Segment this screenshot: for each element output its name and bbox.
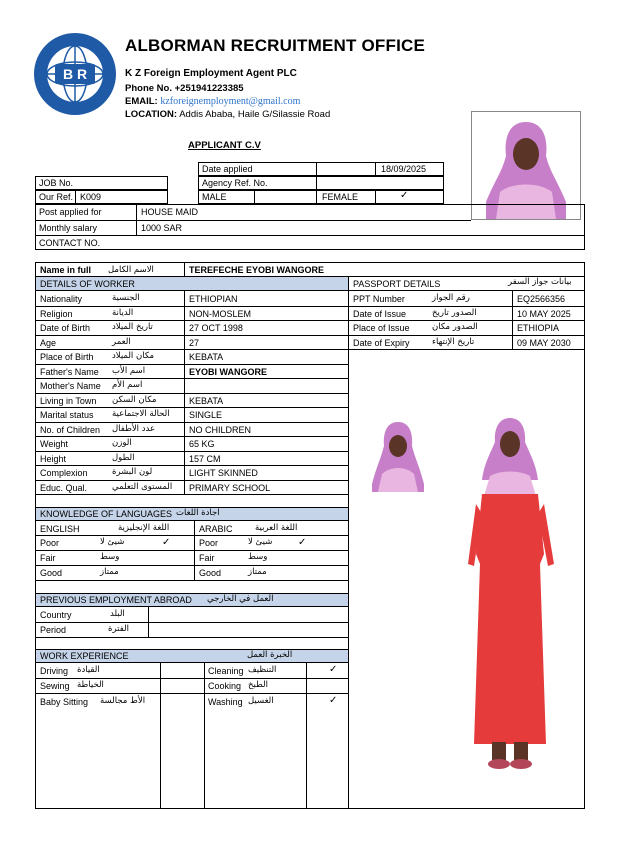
worker-field-value: 65 KG bbox=[189, 439, 215, 449]
worker-field-label-ar: اسم الأب bbox=[112, 365, 146, 376]
worker-row-divider bbox=[35, 364, 349, 365]
arabic-level-label-ar: وسط bbox=[248, 552, 268, 562]
worker-row-divider bbox=[35, 393, 349, 394]
worker-field-value: NON-MOSLEM bbox=[189, 308, 252, 319]
arabic-label-ar: اللغة العربية bbox=[255, 523, 298, 533]
our-ref-label: Our Ref. bbox=[39, 192, 74, 202]
post-value: HOUSE MAID bbox=[141, 207, 199, 217]
worker-field-label-ar: المستوى التعلمي bbox=[112, 481, 173, 492]
worker-field-label-ar: الديانة bbox=[112, 307, 134, 318]
salary-label: Monthly salary bbox=[39, 223, 98, 233]
worker-field-value: 27 OCT 1998 bbox=[189, 323, 243, 333]
worker-row-divider bbox=[35, 320, 349, 321]
worker-field-label-ar: مكان السكن bbox=[112, 394, 157, 405]
worker-row-divider bbox=[35, 335, 349, 336]
worker-row-divider bbox=[35, 378, 349, 379]
washing-label-ar: الغسيل bbox=[248, 696, 274, 706]
name-value: TEREFECHE EYOBI WANGORE bbox=[189, 265, 325, 275]
previous-header-ar: العمل في الخارجي bbox=[207, 594, 274, 604]
worker-row-divider bbox=[35, 436, 349, 437]
worker-field-value: LIGHT SKINNED bbox=[189, 468, 258, 478]
worker-field-label-ar: اسم الأم bbox=[112, 380, 143, 390]
passport-field-label-ar: الصدور مكان bbox=[432, 322, 478, 332]
name-label: Name in full bbox=[40, 265, 92, 275]
worker-field-label: Date of Birth bbox=[40, 323, 91, 333]
worker-field-label-ar: لون البشرة bbox=[112, 467, 153, 477]
worker-field-label: Living in Town bbox=[40, 395, 97, 406]
arabic-level-label: Good bbox=[199, 568, 222, 578]
cleaning-label: Cleaning bbox=[208, 666, 244, 676]
passport-field-value: ETHIOPIA bbox=[517, 323, 560, 333]
passport-field-label: Date of Expiry bbox=[353, 337, 410, 348]
worker-field-value: PRIMARY SCHOOL bbox=[189, 482, 271, 493]
date-applied-value: 18/09/2025 bbox=[381, 164, 427, 174]
languages-header-ar: اجادة اللغات bbox=[176, 508, 220, 518]
worker-row-divider bbox=[35, 451, 349, 452]
worker-row-divider bbox=[35, 422, 349, 423]
passport-field-label-ar: تاريخ الإنتهاء bbox=[432, 336, 475, 347]
sewing-label: Sewing bbox=[40, 681, 70, 691]
worker-field-label-ar: الوزن bbox=[112, 438, 132, 448]
washing-check: ✓ bbox=[329, 695, 338, 706]
date-applied-label: Date applied bbox=[202, 164, 253, 174]
sewing-label-ar: الخياطة bbox=[77, 680, 104, 690]
arabic-level-label-ar: شيئ لا bbox=[248, 537, 273, 547]
worker-row-divider bbox=[35, 407, 349, 408]
female-check: ✓ bbox=[400, 190, 409, 201]
worker-field-label: Weight bbox=[40, 439, 68, 449]
our-ref-value: K009 bbox=[80, 192, 102, 202]
worker-field-label-ar: الطول bbox=[112, 452, 135, 463]
arabic-level-label: Fair bbox=[199, 553, 215, 563]
english-level-label: Fair bbox=[40, 553, 56, 563]
worker-field-label-ar: تاريخ الميلاد bbox=[112, 322, 153, 332]
experience-header-label: WORK EXPERIENCE bbox=[40, 651, 129, 661]
baby-label: Baby Sitting bbox=[40, 697, 89, 707]
post-section bbox=[35, 204, 585, 250]
passport-field-label: Date of Issue bbox=[353, 308, 407, 319]
passport-field-value: 10 MAY 2025 bbox=[517, 308, 571, 319]
worker-field-label: Place of Birth bbox=[40, 352, 94, 362]
arabic-level-label: Poor bbox=[199, 538, 219, 548]
worker-field-label-ar: العمر bbox=[112, 336, 131, 347]
english-level-label-ar: ممتاز bbox=[100, 567, 119, 577]
worker-field-label-ar: الجنسية bbox=[112, 293, 140, 303]
worker-field-label: Mother's Name bbox=[40, 381, 101, 391]
company-email[interactable]: kzforeignemployment@gmail.com bbox=[160, 96, 301, 107]
worker-row-divider bbox=[35, 465, 349, 466]
worker-field-label: Father's Name bbox=[40, 366, 99, 377]
company-subtitle: K Z Foreign Employment Agent PLC bbox=[125, 68, 297, 79]
worker-field-value: ETHIOPIAN bbox=[189, 294, 238, 304]
english-level-label-ar: شيئ لا bbox=[100, 537, 125, 547]
worker-field-value: 157 CM bbox=[189, 453, 221, 464]
english-label-ar: اللغة الإنجليزية bbox=[118, 523, 170, 533]
company-location: Addis Ababa, Haile G/Silassie Road bbox=[179, 109, 331, 120]
worker-field-label: Educ. Qual. bbox=[40, 482, 88, 493]
passport-field-value: EQ2566356 bbox=[517, 294, 566, 304]
applicant-photo-full bbox=[460, 414, 560, 774]
worker-row-divider bbox=[35, 494, 349, 495]
experience-header-ar: الخبرة العمل bbox=[247, 650, 293, 660]
name-label-ar: الاسم الكامل bbox=[108, 265, 154, 275]
english-level-label: Poor bbox=[40, 538, 60, 548]
company-logo bbox=[33, 32, 117, 116]
gender-male: MALE bbox=[202, 192, 227, 202]
driving-label-ar: القيادة bbox=[77, 665, 100, 675]
logo-initials: B R bbox=[62, 66, 88, 82]
period-label-ar: الفترة bbox=[108, 624, 129, 634]
worker-field-value: KEBATA bbox=[189, 395, 224, 406]
english-label: ENGLISH bbox=[40, 524, 80, 534]
company-name: ALBORMAN RECRUITMENT OFFICE bbox=[125, 36, 426, 55]
period-label: Period bbox=[40, 625, 67, 635]
passport-field-label: PPT Number bbox=[353, 294, 405, 304]
worker-field-label: Age bbox=[40, 337, 57, 348]
worker-field-value: NO CHILDREN bbox=[189, 424, 252, 435]
languages-header-label: KNOWLEDGE OF LANGUAGES bbox=[40, 509, 173, 519]
worker-row-divider bbox=[35, 349, 349, 350]
passport-field-label-ar: رقم الجواز bbox=[432, 293, 470, 303]
worker-row-divider bbox=[35, 306, 349, 307]
english-level-label: Good bbox=[40, 568, 63, 578]
applicant-photo-face bbox=[370, 418, 426, 492]
company-location-line bbox=[125, 109, 330, 120]
arabic-level-label-ar: ممتاز bbox=[248, 567, 267, 577]
worker-field-value: 27 bbox=[189, 337, 200, 348]
baby-label-ar: الأط مجالسة bbox=[100, 696, 146, 706]
company-email-line bbox=[125, 96, 300, 107]
cleaning-check: ✓ bbox=[329, 664, 338, 675]
worker-field-label-ar: الحالة الاجتماعية bbox=[112, 409, 170, 419]
worker-field-label: Marital status bbox=[40, 410, 94, 420]
driving-label: Driving bbox=[40, 666, 69, 676]
email-label: EMAIL: bbox=[125, 96, 158, 107]
company-phone: Phone No. +251941223385 bbox=[125, 83, 244, 94]
cooking-label: Cooking bbox=[208, 681, 242, 691]
country-label: Country bbox=[40, 610, 72, 620]
agency-ref-label: Agency Ref. No. bbox=[202, 178, 268, 188]
contact-label: CONTACT NO. bbox=[39, 238, 101, 248]
passport-row-divider bbox=[348, 349, 585, 350]
worker-field-value: KEBATA bbox=[189, 352, 224, 362]
worker-field-label-ar: مكان الميلاد bbox=[112, 351, 155, 361]
worker-field-label: Religion bbox=[40, 308, 73, 319]
passport-field-label-ar: الصدور تاريخ bbox=[432, 307, 477, 318]
worker-field-label: Complexion bbox=[40, 468, 88, 478]
worker-header-label: DETAILS OF WORKER bbox=[40, 279, 135, 289]
english-poor-check: ✓ bbox=[162, 537, 171, 548]
passport-header-ar: بيانات جواز السفر bbox=[508, 277, 572, 287]
worker-field-value: EYOBI WANGORE bbox=[189, 366, 268, 377]
passport-field-label: Place of Issue bbox=[353, 323, 410, 333]
worker-row-divider bbox=[35, 480, 349, 481]
worker-field-value: SINGLE bbox=[189, 410, 223, 420]
previous-header-label: PREVIOUS EMPLOYMENT ABROAD bbox=[40, 595, 192, 605]
cleaning-label-ar: التنظيف bbox=[248, 665, 277, 675]
arabic-poor-check: ✓ bbox=[298, 537, 307, 548]
arabic-label: ARABIC bbox=[199, 524, 233, 534]
worker-field-label: No. of Children bbox=[40, 424, 101, 435]
english-level-label-ar: وسط bbox=[100, 552, 120, 562]
post-label: Post applied for bbox=[39, 207, 102, 217]
passport-field-value: 09 MAY 2030 bbox=[517, 337, 571, 348]
washing-label: Washing bbox=[208, 697, 243, 707]
passport-header-label: PASSPORT DETAILS bbox=[353, 279, 441, 289]
worker-field-label: Height bbox=[40, 453, 67, 464]
job-no-label: JOB No. bbox=[39, 178, 74, 188]
country-label-ar: البلد bbox=[110, 609, 125, 619]
cooking-label-ar: الطبخ bbox=[248, 680, 268, 690]
location-label: LOCATION: bbox=[125, 109, 178, 120]
gender-female: FEMALE bbox=[322, 192, 359, 202]
document-title: APPLICANT C.V bbox=[188, 140, 261, 151]
salary-value: 1000 SAR bbox=[141, 223, 183, 233]
worker-field-label: Nationality bbox=[40, 294, 83, 304]
worker-field-label-ar: عدد الأطفال bbox=[112, 423, 156, 434]
